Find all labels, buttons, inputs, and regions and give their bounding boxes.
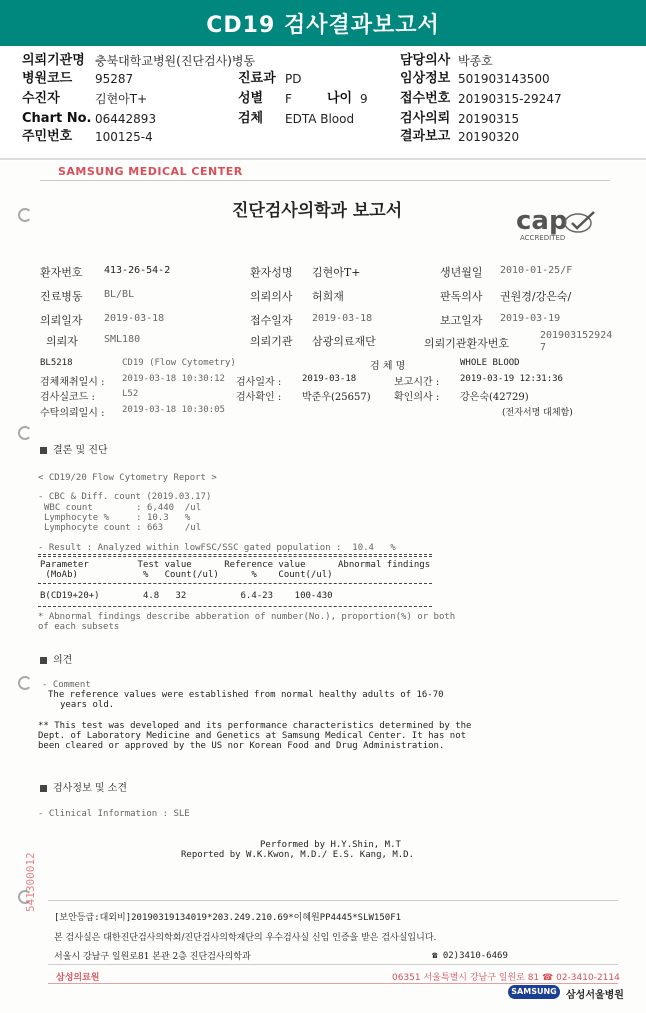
disclaimer-line: ** This test was developed and its performance characteristics determined by the xyxy=(38,721,472,731)
punch-hole xyxy=(18,208,32,222)
header-label: 성별 xyxy=(238,91,264,106)
header-label: 수진자 xyxy=(22,91,60,106)
confirm-value: 박준우(25657) xyxy=(302,392,371,403)
header-value: F xyxy=(285,92,292,106)
patient-label: 보고일자 xyxy=(440,314,483,327)
banner-rule xyxy=(40,180,610,181)
patient-label: 환자성명 xyxy=(250,266,293,279)
patient-label: 의뢰기관환자번호 xyxy=(424,337,510,350)
address-line: 서울시 강남구 일원로81 본관 2층 진단검사의학과 xyxy=(54,952,251,962)
report-name: < CD19/20 Flow Cytometry Report > xyxy=(38,473,217,483)
hospital-name: 삼성서울병원 xyxy=(566,990,624,1001)
opinion-heading xyxy=(40,651,72,666)
clinical-info: - Clinical Information : SLE xyxy=(38,809,190,819)
table-rule-mid xyxy=(38,583,432,584)
cbc-line: Lymphocyte % : 10.3 % xyxy=(44,513,191,523)
patient-label: 환자번호 xyxy=(40,266,83,279)
header-row xyxy=(0,70,646,88)
header-value: 501903143500 xyxy=(458,72,550,86)
opinion-heading-text: 의견 xyxy=(53,655,73,666)
header-value: 9 xyxy=(360,92,368,106)
header-row xyxy=(0,90,646,108)
scan-report-title: 진단검사의학과 보고서 xyxy=(232,201,403,221)
patient-label: 의뢰기관 xyxy=(250,335,293,348)
header-label: 진료과 xyxy=(238,71,276,86)
header-label: Chart No. xyxy=(22,111,92,126)
check-icon xyxy=(564,210,600,234)
table-rule-bottom xyxy=(38,606,432,607)
specimen-label: 검 체 명 xyxy=(370,361,406,372)
comment-line: The reference values were established from normal healthy adults of 16-70 xyxy=(48,690,444,700)
punch-hole xyxy=(18,426,32,440)
abnormal-note: of each subsets xyxy=(38,622,120,632)
receive-label: 수탁의뢰일시 : xyxy=(40,408,105,419)
patient-value: 2010-01-25/F xyxy=(500,265,573,276)
header-value: EDTA Blood xyxy=(285,112,355,126)
footer-rule xyxy=(48,964,618,965)
header-label: 결과보고 xyxy=(400,129,451,144)
patient-value: SML180 xyxy=(104,334,141,345)
security-line: [보안등급:대외비]20190319134019*203.249.210.69*이혜원PP4445*SLW150F1 xyxy=(54,913,402,923)
header-label: 나이 xyxy=(327,91,353,106)
header-divider xyxy=(0,158,646,160)
header-value: 95287 xyxy=(95,72,134,86)
header-label: 검체 xyxy=(238,111,264,126)
patient-value: 삼광의료재단 xyxy=(312,335,376,348)
header-info xyxy=(0,46,646,158)
section-marker-icon xyxy=(40,657,47,664)
header-value: 김현아T+ xyxy=(95,92,148,106)
cap-accredited-logo xyxy=(512,206,602,246)
results-heading-text: 결론 및 진단 xyxy=(53,445,108,456)
disclaimer-line: Dept. of Laboratory Medicine and Genetics at Samsung Medical Center. It has not xyxy=(38,731,467,741)
footer-red-rule xyxy=(48,983,618,984)
room-value: L52 xyxy=(122,389,139,399)
patient-label: 의뢰자 xyxy=(46,335,78,348)
patient-value: 김현아T+ xyxy=(312,266,361,279)
header-label: 주민번호 xyxy=(22,129,73,144)
header-value: 박종호 xyxy=(458,54,493,68)
patient-label: 진료병동 xyxy=(40,290,83,303)
section-marker-icon xyxy=(40,447,47,454)
header-value: 충북대학교병원(진단검사)병동 xyxy=(95,54,256,68)
cap-logo-text: cap xyxy=(516,206,568,236)
header-value: 20190315 xyxy=(458,112,520,126)
results-heading xyxy=(40,441,108,456)
specimen-value: WHOLE BLOOD xyxy=(460,358,520,368)
doctor-value: 강은숙(42729) xyxy=(460,392,529,403)
header-row xyxy=(0,110,646,128)
patient-value: 권원경/강은숙/ xyxy=(500,290,572,303)
table-header: (MoAb) % Count(/ul) % Count(/ul) xyxy=(40,570,333,580)
confirm-label: 검사확인 : xyxy=(236,392,282,403)
patient-label: 의뢰의사 xyxy=(250,290,293,303)
test-code: BL5218 xyxy=(40,358,73,368)
patient-value: 2019-03-18 xyxy=(104,313,165,324)
punch-hole xyxy=(18,676,32,690)
report-time-value: 2019-03-19 12:31:36 xyxy=(460,374,563,384)
header-value: 20190320 xyxy=(458,130,520,144)
header-value: 100125-4 xyxy=(95,130,153,144)
phone-line: ☎ 02)3410-6469 xyxy=(432,951,508,961)
header-label: 담당의사 xyxy=(400,53,451,68)
room-label: 검사실코드 : xyxy=(40,392,95,403)
footer-rule xyxy=(48,900,618,901)
exam-date-label: 검사일자 : xyxy=(236,377,282,388)
patient-value: BL/BL xyxy=(104,289,135,300)
side-serial-number: 541300012 xyxy=(24,852,37,912)
collect-value: 2019-03-18 10:30:12 xyxy=(122,374,225,384)
report-title-bar xyxy=(0,0,646,46)
info-heading-text: 검사정보 및 소견 xyxy=(53,783,127,794)
comment-line: years old. xyxy=(60,700,115,710)
patient-label: 접수일자 xyxy=(250,314,293,327)
e-sign-note: (전자서명 대체함) xyxy=(502,408,573,418)
report-time-label: 보고시간 : xyxy=(394,377,440,388)
abnormal-note: * Abnormal findings describe abberation of number(No.), proportion(%) or both xyxy=(38,612,456,622)
comment-title: - Comment xyxy=(42,680,91,690)
header-row xyxy=(0,52,646,70)
header-label: 의뢰기관명 xyxy=(22,53,85,68)
header-label: 검사의뢰 xyxy=(400,111,451,126)
scanned-report xyxy=(0,162,646,1013)
patient-value: 201903152924 xyxy=(540,330,613,341)
samsung-logo: SAMSUNG xyxy=(508,985,560,999)
patient-label: 의뢰일자 xyxy=(40,314,83,327)
header-label: 임상정보 xyxy=(400,71,451,86)
cbc-title: - CBC & Diff. count (2019.03.17) xyxy=(38,492,212,502)
patient-value: 413-26-54-2 xyxy=(104,265,171,276)
patient-value: 7 xyxy=(540,342,547,353)
header-label: 접수번호 xyxy=(400,91,451,106)
cbc-line: Lymphocyte count : 663 /ul xyxy=(44,523,202,533)
patient-value: 2019-03-19 xyxy=(500,313,561,324)
performed-by: Performed by H.Y.Shin, M.T xyxy=(260,840,401,850)
patient-value: 2019-03-18 xyxy=(312,313,373,324)
header-value: PD xyxy=(285,72,302,86)
patient-label: 생년월일 xyxy=(440,266,483,279)
doctor-label: 확인의사 : xyxy=(394,392,440,403)
bottom-address: 06351 서울특별시 강남구 일원로 81 ☎ 02-3410-2114 xyxy=(392,973,620,983)
patient-value: 허희재 xyxy=(312,290,344,303)
result-line: - Result : Analyzed within lowFSC/SSC gated population : 10.4 % xyxy=(38,543,396,553)
table-row: B(CD19+20+) 4.8 32 6.4-23 100-430 xyxy=(40,591,333,601)
certification-line: 본 검사실은 대한진단검사의학회/진단검사의학재단의 우수검사실 신임 인증을 받은 검사실입니다. xyxy=(54,933,437,943)
header-row xyxy=(0,128,646,146)
header-value: 06442893 xyxy=(95,112,157,126)
table-rule-top xyxy=(38,554,432,557)
info-heading xyxy=(40,779,127,794)
test-name: CD19 (Flow Cytometry) xyxy=(122,358,236,368)
disclaimer-line: been cleared or approved by the US nor Korean Food and Drug Administration. xyxy=(38,741,445,751)
report-title: CD19 검사결과보고서 xyxy=(206,12,440,38)
reported-by: Reported by W.K.Kwon, M.D./ E.S. Kang, M.D. xyxy=(181,850,414,860)
cap-accredited-text: ACCREDITED xyxy=(520,234,566,242)
hospital-small-name: 삼성의료원 xyxy=(56,973,100,983)
table-header: Parameter Test value Reference value Abnormal findings xyxy=(40,560,431,570)
header-label: 병원코드 xyxy=(22,71,73,86)
section-marker-icon xyxy=(40,785,47,792)
exam-date-value: 2019-03-18 xyxy=(302,374,357,384)
collect-label: 검체채취일시 : xyxy=(40,377,105,388)
header-value: 20190315-29247 xyxy=(458,92,562,106)
receive-value: 2019-03-18 10:30:05 xyxy=(122,405,225,415)
samsung-banner: SAMSUNG MEDICAL CENTER xyxy=(58,165,243,178)
cbc-line: WBC count : 6,440 /ul xyxy=(44,503,202,513)
patient-label: 판독의사 xyxy=(440,290,483,303)
